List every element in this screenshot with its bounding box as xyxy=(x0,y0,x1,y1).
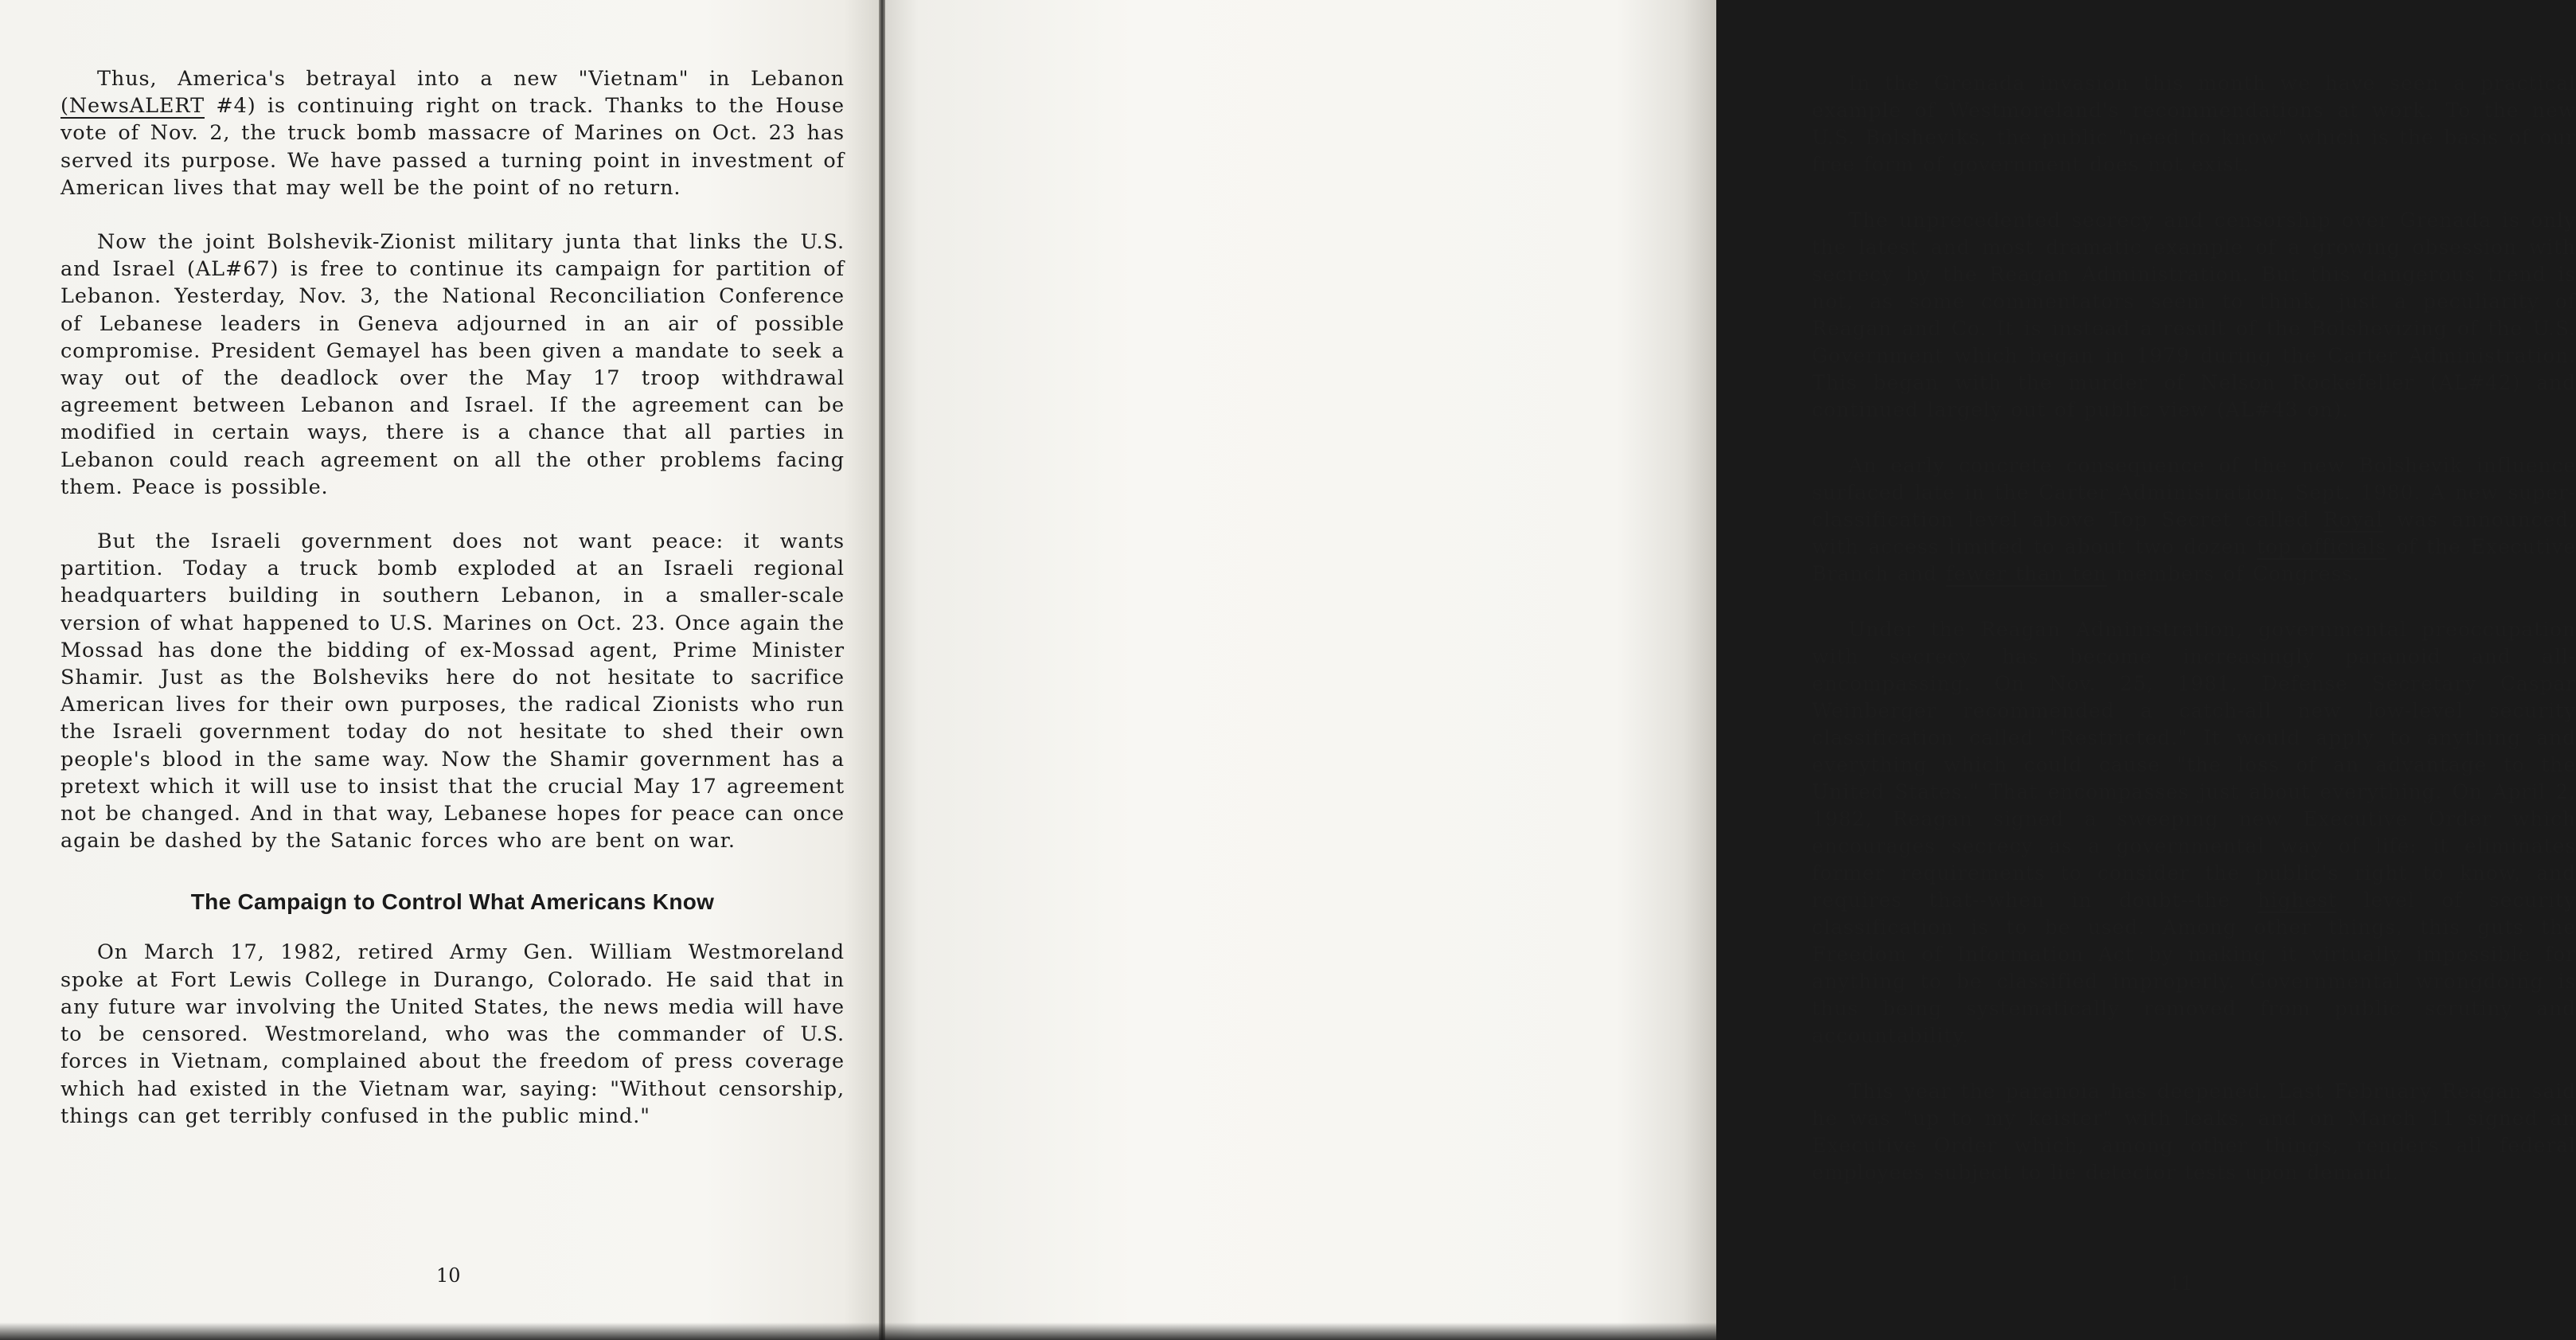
paragraph-text: Under the Reagan Administration, governmental preoccupation with secrecy has become increasingly paranoid and all-encompassing. On Nov. 25, 1981, Defense Secretary Caspar Weinberger recommended a catch-all new low-level security classification called "Restricted." It would apply to anything and everything which could cause "the loss of an advantage to the United States." That encompasses just about everything. On April 2, 1982, Reagan signed a sweeping new Executive Order which encourages secrecy as a governmental way of life: it eliminates former requirements to consider the public's right to know, and requires that--when in doubt--the xyxy=(1812,618,2576,912)
royal-underlined: Royal xyxy=(2323,508,2383,531)
left-page-text-column xyxy=(60,65,845,1157)
right-paragraph-1: In the Grenada invasion this month we have seen a practical example of Westmoreland's recommendations at work. To the new U.S. Bolsheviks, the public "need to know" which is the basis of our free form of government does not exist. xyxy=(1812,72,2576,176)
fewer-than-ten-underlined: fewer than ten xyxy=(1946,562,2108,585)
paragraph-text: members of Congress. xyxy=(2107,562,2360,585)
scan-bottom-shadow xyxy=(0,1322,1716,1340)
right-paragraph-4 xyxy=(1812,616,2576,1049)
right-page xyxy=(885,0,2576,1340)
paragraph-text: An early concrete consequence of the new Bolshevik influence surfaced late in the Carter Administration, Sept. 1980. A new super-classification level above Top Secret called xyxy=(1812,454,2576,531)
left-paragraph-3: But the Israeli government does not want peace: it wants partition. Today a truck bomb exploded at an Israeli regional headquarters building in southern Lebanon, in a smaller-scale version of what happened to U.S. Marines on Oct. 23. Once again the Mossad has done the bidding of ex-Mossad agent, Prime Minister Shamir. Just as the Bolsheviks here do not hesitate to sacrifice American lives for their own purposes, the radical Zionists who run the Israeli government today do not hesitate to shed their own people's blood in the same way. Now the Shamir government has a pretext which it will use to insist that the crucial May 17 agreement not be changed. And in that way, Lebanese hopes for peace can once again be dashed by the Satanic forces who are bent on war. xyxy=(60,529,845,854)
top-officials-underlined: top officials xyxy=(2256,535,2387,558)
page-number-left: 10 xyxy=(436,1264,461,1287)
left-page xyxy=(0,0,879,1340)
right-paragraph-2: The unprecedented secrecy and censorship over Grenada is only the latest and most dramatic example of a growing obsession with secrecy by the Reagan Administration. But this dangerous trend is not, as some commentators seem to think, just a peculiarity of Reagan and Co. It is instead a result of the Bolshevizing of the U.S. Government which began in 1979 during the Carter Administration. This began with the murder of Nelson Rockefeller (AL#42) and continued largely out of public view (AL#43 on). xyxy=(1812,209,2576,421)
paragraph-text: of the Executive Branch and xyxy=(1812,535,2576,585)
left-paragraph-4: On March 17, 1982, retired Army Gen. William Westmoreland spoke at Fort Lewis College in Durango, Colorado. He said that in any future war involving the United States, the news media will have to be censored. Westmoreland, who was the commander of U.S. forces in Vietnam, complained about the freedom of press coverage which had existed in the Vietnam war, saying: "Without censorship, things can get terribly confused in the public mind." xyxy=(60,940,845,1128)
right-paragraph-5: This year the paranoia has deepened. Last February Reagan said he was "up to my keister" with leaks, and on March 11 signed an Executive Order which, among other things, renders all federal employees subject to lie detector tests upon demand. xyxy=(1812,1080,2576,1184)
left-paragraph-1 xyxy=(60,65,845,201)
right-page-text-column xyxy=(1812,70,2576,1215)
section-heading: The Campaign to Control What Americans Know xyxy=(190,889,715,915)
paragraph-text: Thus, America's betrayal into a new "Vietnam" in Lebanon xyxy=(97,67,845,91)
book-gutter xyxy=(879,0,885,1340)
paragraph-text: was announced, with access limited to about two dozen xyxy=(1812,508,2576,558)
page-number-right: 11 xyxy=(2168,1272,2193,1295)
right-paragraph-3 xyxy=(1812,452,2576,588)
highest-underlined: highest xyxy=(2257,889,2337,912)
left-paragraph-2: Now the joint Bolshevik-Zionist military junta that links the U.S. and Israel (AL#67) is free to continue its campaign for partition of Lebanon. Yesterday, Nov. 3, the National Reconciliation Conference of Lebanese leaders in Geneva adjourned in an air of possible compromise. President Gemayel has been given a mandate to seek a way out of the deadlock over the May 17 troop withdrawal agreement between Lebanon and Israel. If the agreement can be modified in certain ways, there is a chance that all parties in Lebanon could reach agreement on all the other problems facing them. Peace is possible. xyxy=(60,230,845,499)
paragraph-text: #4) is continuing right on track. Thanks to the House vote of Nov. 2, the truck bomb massacre of Marines on Oct. 23 has served its purpose. We have passed a turning point in investment of American lives that may well be the point of no return. xyxy=(60,94,845,200)
newsalert-reference: (NewsALERT xyxy=(60,94,205,119)
paragraph-text: level of security classification is to be used. Among other things, this guts the Freedom of Information Act by making it virtually impossible for anything to be classified improperly. Governmental wrongdoing is thus being systematically removed from public scrutiny and accountability. xyxy=(1812,889,2576,1047)
